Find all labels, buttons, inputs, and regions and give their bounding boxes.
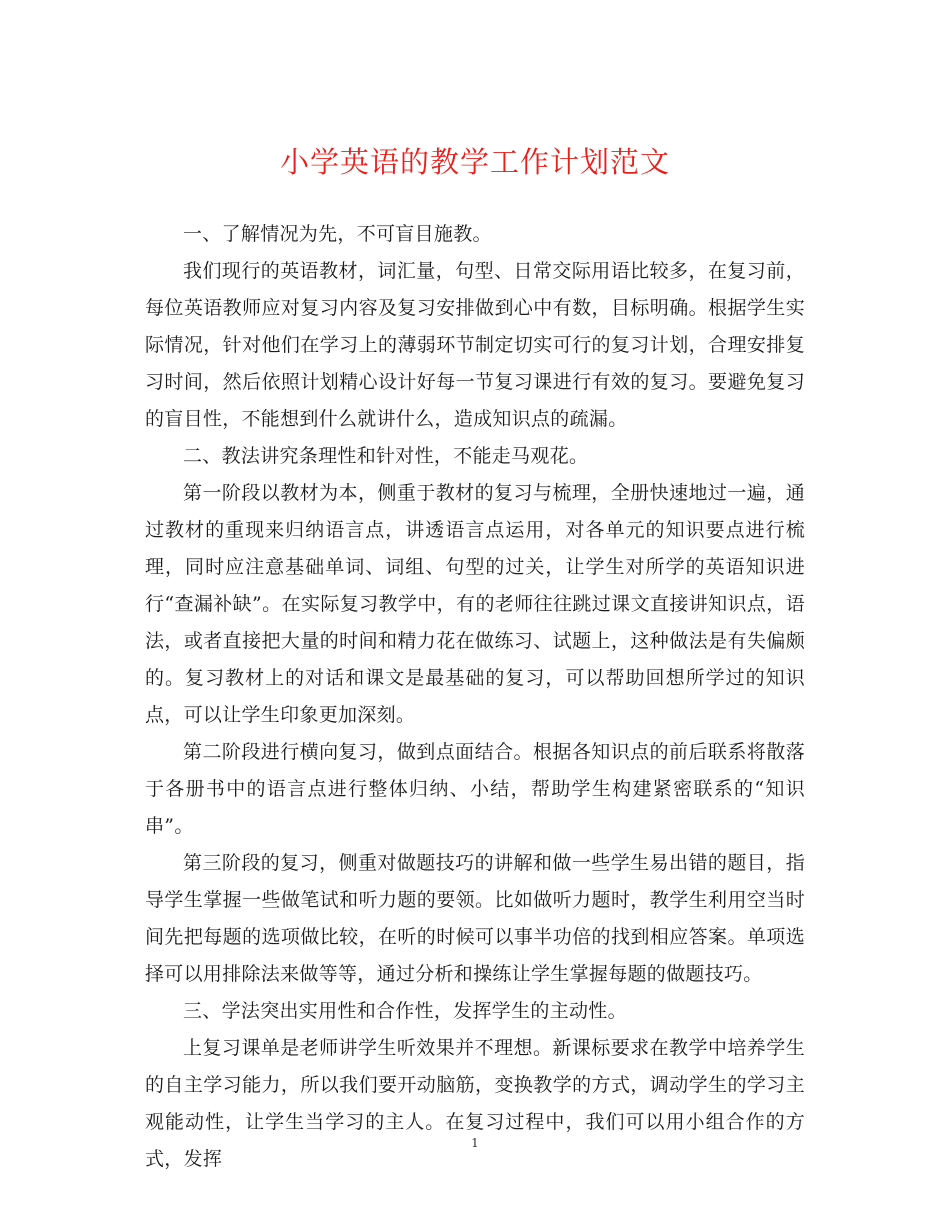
paragraph: 上复习课单是老师讲学生听效果并不理想。新课标要求在教学中培养学生的自主学习能力，所以我们要开动脑筋，变换教学的方式，调动学生的学习主观能动性，让学生当学习的主人。在复习过程中，我们可以用小组合作的方式，发挥 — [145, 1037, 805, 1170]
page-number: 1 — [471, 1136, 479, 1150]
paragraph: 第二阶段进行横向复习，做到点面结合。根据各知识点的前后联系将散落于各册书中的语言点进行整体归纳、小结，帮助学生构建紧密联系的“知识串”。 — [145, 741, 805, 837]
paragraph: 第三阶段的复习，侧重对做题技巧的讲解和做一些学生易出错的题目，指导学生掌握一些做笔试和听力题的要领。比如做听力题时，教学生利用空当时间先把每题的选项做比较，在听的时候可以事半功倍的找到相应答案。单项选择可以用排除法来做等等，通过分析和操练让学生掌握每题的做题技巧。 — [145, 852, 805, 985]
section-heading-3: 三、学法突出实用性和合作性，发挥学生的主动性。 — [183, 1000, 627, 1022]
paragraph: 第一阶段以教材为本，侧重于教材的复习与梳理，全册快速地过一遍，通过教材的重现来归纳语言点，讲透语言点运用，对各单元的知识要点进行梳理，同时应注意基础单词、词组、句型的过关，让学生对所学的英语知识进行“查漏补缺”。在实际复习教学中，有的老师往往跳过课文直接讲知识点，语法，或者直接把大量的时间和精力花在做练习、试题上，这种做法是有失偏颇的。复习教材上的对话和课文是最基础的复习，可以帮助回想所学过的知识点，可以让学生印象更加深刻。 — [145, 482, 805, 726]
document-title: 小学英语的教学工作计划范文 — [279, 145, 670, 179]
document-body — [145, 216, 805, 1178]
section-heading-2: 二、教法讲究条理性和针对性，不能走马观花。 — [183, 445, 589, 467]
paragraph: 我们现行的英语教材，词汇量，句型、日常交际用语比较多，在复习前，每位英语教师应对复习内容及复习安排做到心中有数，目标明确。根据学生实际情况，针对他们在学习上的薄弱环节制定切实可行的复习计划，合理安排复习时间，然后依照计划精心设计好每一节复习课进行有效的复习。要避免复习的盲目性，不能想到什么就讲什么，造成知识点的疏漏。 — [145, 260, 805, 430]
section-heading-1: 一、了解情况为先，不可盲目施教。 — [183, 223, 492, 245]
